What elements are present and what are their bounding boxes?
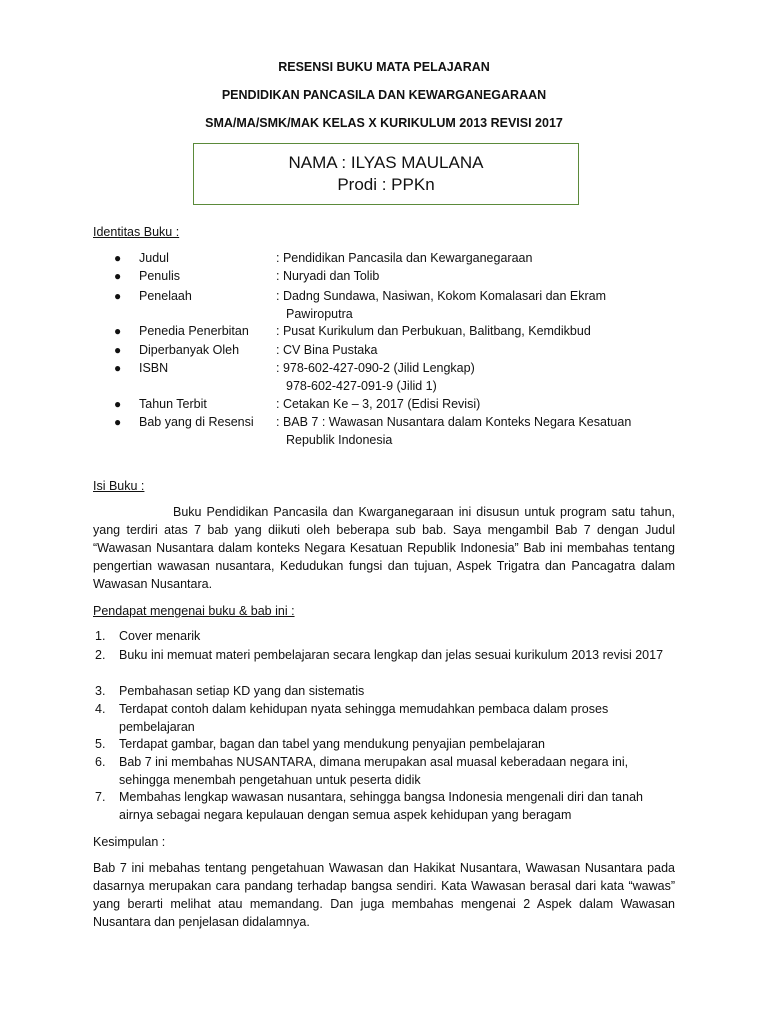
header-line-1: RESENSI BUKU MATA PELAJARAN	[278, 60, 490, 74]
identitas-value-wrap	[276, 413, 656, 449]
identitas-value-wrap	[276, 395, 656, 413]
kesimpulan-heading: Kesimpulan :	[93, 835, 166, 849]
kesimpulan-paragraph: Bab 7 ini mebahas tentang pengetahuan Wawasan dan Hakikat Nusantara, Wawasan Nusantara pada dasarnya merupakan cara pandang terhadap bangsa sendiri. Kata Wawasan berasal dari kata “wawas” yang berarti melihat atau memandang. Dan juga membahas mengenai 2 Aspek dalam Wawasan Nusantara dan penjelasan didalamnya.	[93, 861, 675, 929]
pendapat-heading: Pendapat mengenai buku & bab ini :	[93, 604, 295, 618]
study-program: Prodi : PPKn	[337, 175, 435, 194]
pendapat-text: Terdapat gambar, bagan dan tabel yang mendukung penyajian pembelajaran	[119, 737, 546, 751]
pendapat-text: Bab 7 ini membahas NUSANTARA, dimana merupakan asal muasal keberadaan negara ini, sehingga menembah pengetahuan untuk peserta didik	[119, 755, 629, 787]
identitas-value: : 978-602-427-090-2 (Jilid Lengkap)	[276, 361, 475, 375]
pendapat-number: 7.	[95, 790, 106, 804]
identitas-value-wrap	[276, 287, 656, 323]
identitas-value: : Pendidikan Pancasila dan Kewarganegaraan	[276, 251, 533, 265]
isi-text: Buku Pendidikan Pancasila dan Kwarganegaraan ini disusun untuk program satu tahun, yang terdiri atas 7 bab yang diikuti oleh beberapa sub bab. Saya mengambil Bab 7 dengan Judul “Wawasan Nusantara dalam konteks Negara Kesatuan Republik Indonesia” Bab ini membahas tentang pengertian wawasan nusantara, Kedudukan fungsi dan tujuan, Aspek Trigatra dan Pancagatra dalam Wawasan Nusantara.	[93, 505, 675, 591]
identitas-value: : BAB 7 : Wawasan Nusantara dalam Konteks Negara Kesatuan	[276, 415, 632, 429]
identitas-label: Tahun Terbit	[139, 397, 207, 411]
pendapat-number: 6.	[95, 755, 106, 769]
identitas-value-wrap	[276, 359, 656, 395]
identitas-label: Diperbanyak Oleh	[139, 343, 240, 357]
bullet-icon: ●	[114, 361, 122, 375]
identitas-label: Penedia Penerbitan	[139, 324, 249, 338]
pendapat-text: Membahas lengkap wawasan nusantara, sehingga bangsa Indonesia mengenali diri dan tanah airnya sebagai negara kepulauan dengan semua aspek kehidupan yang beragam	[119, 790, 643, 822]
bullet-icon: ●	[114, 289, 122, 303]
pendapat-number: 1.	[95, 629, 106, 643]
identitas-value: : CV Bina Pustaka	[276, 343, 378, 357]
header-line-3: SMA/MA/SMK/MAK KELAS X KURIKULUM 2013 REVISI 2017	[205, 116, 563, 130]
pendapat-number: 5.	[95, 737, 106, 751]
isi-paragraph	[93, 503, 675, 593]
identitas-value: : Dadng Sundawa, Nasiwan, Kokom Komalasari dan Ekram	[276, 289, 607, 303]
identitas-value: : Nuryadi dan Tolib	[276, 269, 380, 283]
bullet-icon: ●	[114, 415, 122, 429]
pendapat-text: Buku ini memuat materi pembelajaran secara lengkap dan jelas sesuai kurikulum 2013 revisi 2017	[119, 648, 664, 662]
identitas-heading: Identitas Buku :	[93, 225, 180, 239]
identitas-value-wrap	[276, 322, 656, 340]
bullet-icon: ●	[114, 343, 122, 357]
identitas-value: : Pusat Kurikulum dan Perbukuan, Balitbang, Kemdikbud	[276, 324, 591, 338]
identitas-label: Penulis	[139, 269, 180, 283]
identitas-label: Judul	[139, 251, 169, 265]
identitas-value-wrap	[276, 341, 656, 359]
pendapat-number: 2.	[95, 648, 106, 662]
identitas-label: Penelaah	[139, 289, 192, 303]
identitas-value-continued: Republik Indonesia	[286, 433, 393, 447]
name-box	[193, 143, 579, 205]
identitas-value: : Cetakan Ke – 3, 2017 (Edisi Revisi)	[276, 397, 481, 411]
bullet-icon: ●	[114, 269, 122, 283]
header-line-2: PENDIDIKAN PANCASILA DAN KEWARGANEGARAAN	[221, 88, 547, 102]
identitas-label: Bab yang di Resensi	[139, 415, 254, 429]
identitas-label: ISBN	[139, 361, 169, 375]
pendapat-text: Pembahasan setiap KD yang dan sistematis	[119, 684, 365, 698]
bullet-icon: ●	[114, 324, 122, 338]
pendapat-number: 3.	[95, 684, 106, 698]
pendapat-text: Terdapat contoh dalam kehidupan nyata sehingga memudahkan pembaca dalam proses pembelajaran	[119, 702, 609, 734]
identitas-value-wrap	[276, 249, 656, 267]
isi-heading: Isi Buku :	[93, 479, 145, 493]
pendapat-text: Cover menarik	[119, 629, 201, 643]
identitas-value-continued: 978-602-427-091-9 (Jilid 1)	[286, 379, 437, 393]
pendapat-number: 4.	[95, 702, 106, 716]
identitas-value-continued: Pawiroputra	[286, 307, 353, 321]
bullet-icon: ●	[114, 397, 122, 411]
bullet-icon: ●	[114, 251, 122, 265]
student-name: NAMA : ILYAS MAULANA	[288, 153, 484, 172]
identitas-value-wrap	[276, 267, 656, 285]
